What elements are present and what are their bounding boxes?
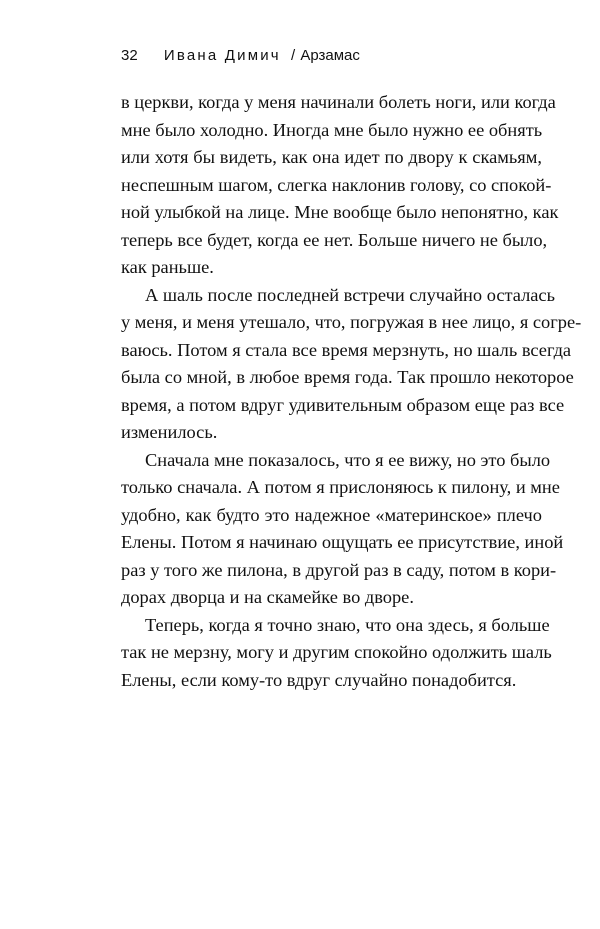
text-line: в церкви, когда у меня начинали болеть ноги, или когда	[121, 92, 556, 112]
text-line: у меня, и меня утешало, что, погружая в нее лицо, я согре-	[121, 312, 582, 332]
text-line: мне было холодно. Иногда мне было нужно ее обнять	[121, 119, 543, 140]
body-text	[121, 89, 582, 694]
running-header	[121, 46, 360, 66]
text-line: или хотя бы видеть, как она идет по двору к скамьям,	[121, 147, 542, 167]
paragraph-first-line: Теперь, когда я точно знаю, что она здесь, я больше	[145, 614, 550, 635]
text-line: Елены, если кому-то вдруг случайно понадобится.	[121, 669, 517, 690]
text-line: теперь все будет, когда ее нет. Больше ничего не было,	[121, 229, 548, 250]
publisher-name: Арзамас	[300, 47, 360, 64]
text-line: удобно, как будто это надежное «материнское» плечо	[121, 504, 542, 525]
text-line: только сначала. А потом я прислоняюсь к пилону, и мне	[121, 477, 560, 497]
author-name: Ивана Димич	[163, 47, 281, 64]
text-line: Елены. Потом я начинаю ощущать ее присутствие, иной	[121, 532, 564, 552]
text-line: ной улыбкой на лице. Мне вообще было непонятно, как	[121, 202, 559, 222]
text-line: неспешным шагом, слегка наклонив голову, со спокой-	[121, 174, 552, 195]
text-line: была со мной, в любое время года. Так прошло некоторое	[121, 367, 574, 387]
text-line: изменилось.	[121, 422, 218, 442]
text-line: так не мерзну, могу и другим спокойно одолжить шаль	[121, 642, 552, 662]
text-line: время, а потом вдруг удивительным образом еще раз все	[121, 394, 565, 415]
paragraph-first-line: Сначала мне показалось, что я ее вижу, но это было	[145, 449, 551, 470]
text-line: ваюсь. Потом я стала все время мерзнуть, но шаль всегда	[121, 339, 572, 360]
page-number: 32	[121, 47, 138, 64]
text-line: раз у того же пилона, в другой раз в саду, потом в кори-	[121, 559, 557, 580]
text-line: как раньше.	[121, 257, 214, 277]
header-separator: /	[291, 47, 296, 64]
text-line: дорах дворца и на скамейке во дворе.	[121, 587, 414, 607]
paragraph-first-line: А шаль после последней встречи случайно осталась	[145, 284, 555, 305]
